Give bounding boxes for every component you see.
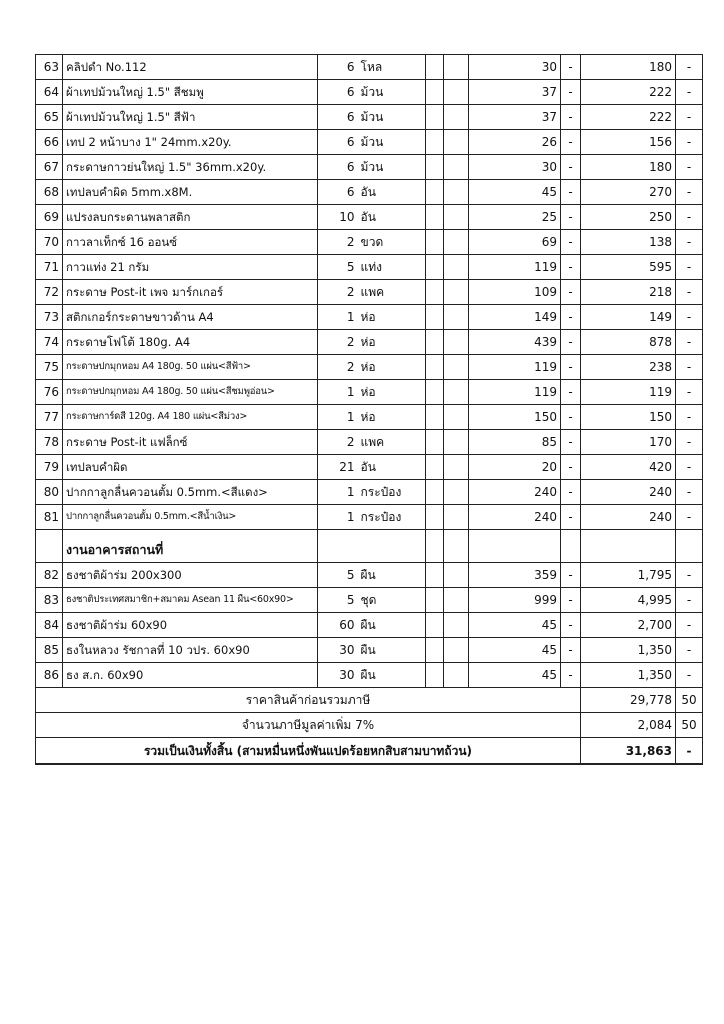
- blank-cell: [444, 305, 469, 330]
- item-quantity: 2: [318, 330, 358, 355]
- item-number: 86: [36, 663, 63, 688]
- item-number: 75: [36, 355, 63, 380]
- item-unit: แท่ง: [358, 255, 426, 280]
- item-description: ปากกาลูกลื่นควอนตั้ม 0.5mm.<สีแดง>: [63, 480, 318, 505]
- items-group-b: [36, 563, 703, 688]
- blank-cell: [444, 588, 469, 613]
- line-amount: 1,350: [581, 638, 676, 663]
- subtotal-row: [36, 688, 703, 713]
- grand-total-label: รวมเป็นเงินทั้งสิ้น (สามหมื่นหนึ่งพันแปดร้อยหกสิบสามบาทถ้วน): [36, 738, 581, 765]
- item-unit: ม้วน: [358, 80, 426, 105]
- line-amount-decimal: -: [676, 130, 703, 155]
- unit-price-decimal: -: [561, 330, 581, 355]
- item-unit: ผืน: [358, 613, 426, 638]
- unit-price: 26: [469, 130, 561, 155]
- item-quantity: 2: [318, 230, 358, 255]
- blank-cell: [444, 563, 469, 588]
- item-unit: ม้วน: [358, 155, 426, 180]
- grand-total-decimal: -: [676, 738, 703, 765]
- grand-total-amount: 31,863: [581, 738, 676, 765]
- line-amount-decimal: -: [676, 255, 703, 280]
- blank-cell: [426, 80, 444, 105]
- blank-cell: [426, 638, 444, 663]
- section-amount-cell: [581, 530, 676, 563]
- table-row: [36, 430, 703, 455]
- blank-cell: [444, 430, 469, 455]
- blank-cell: [426, 105, 444, 130]
- blank-cell: [426, 613, 444, 638]
- blank-cell: [444, 505, 469, 530]
- item-description: กระดาษ Post-it แฟล็กซ์: [63, 430, 318, 455]
- item-quantity: 1: [318, 480, 358, 505]
- item-unit: ม้วน: [358, 105, 426, 130]
- line-amount-decimal: -: [676, 455, 703, 480]
- line-amount-decimal: -: [676, 430, 703, 455]
- item-description: กระดาษกาวย่นใหญ่ 1.5" 36mm.x20y.: [63, 155, 318, 180]
- item-unit: ห่อ: [358, 330, 426, 355]
- unit-price-decimal: -: [561, 663, 581, 688]
- line-amount-decimal: -: [676, 80, 703, 105]
- unit-price: 20: [469, 455, 561, 480]
- item-description: กาวลาเท็กซ์ 16 ออนซ์: [63, 230, 318, 255]
- section-blank-cell: [444, 530, 469, 563]
- blank-cell: [444, 130, 469, 155]
- table-row: [36, 380, 703, 405]
- unit-price-decimal: -: [561, 405, 581, 430]
- item-quantity: 6: [318, 130, 358, 155]
- section-title: งานอาคารสถานที่: [63, 530, 318, 563]
- table-row: [36, 305, 703, 330]
- item-unit: ห่อ: [358, 405, 426, 430]
- item-number: 71: [36, 255, 63, 280]
- price-table: [35, 54, 703, 765]
- unit-price: 45: [469, 638, 561, 663]
- unit-price-decimal: -: [561, 355, 581, 380]
- unit-price-decimal: -: [561, 588, 581, 613]
- line-amount: 156: [581, 130, 676, 155]
- table-row: [36, 105, 703, 130]
- blank-cell: [444, 355, 469, 380]
- item-number: 73: [36, 305, 63, 330]
- table-row: [36, 588, 703, 613]
- item-number: 78: [36, 430, 63, 455]
- table-row: [36, 638, 703, 663]
- item-description: สติกเกอร์กระดาษขาวด้าน A4: [63, 305, 318, 330]
- line-amount-decimal: -: [676, 563, 703, 588]
- blank-cell: [444, 638, 469, 663]
- unit-price-decimal: -: [561, 638, 581, 663]
- table-row: [36, 330, 703, 355]
- item-number: 69: [36, 205, 63, 230]
- blank-cell: [444, 330, 469, 355]
- unit-price-decimal: -: [561, 105, 581, 130]
- item-quantity: 6: [318, 80, 358, 105]
- item-number: 66: [36, 130, 63, 155]
- unit-price-decimal: -: [561, 305, 581, 330]
- blank-cell: [426, 480, 444, 505]
- item-quantity: 6: [318, 155, 358, 180]
- unit-price: 999: [469, 588, 561, 613]
- item-unit: ม้วน: [358, 130, 426, 155]
- line-amount-decimal: -: [676, 105, 703, 130]
- unit-price: 119: [469, 355, 561, 380]
- item-number: 70: [36, 230, 63, 255]
- line-amount: 218: [581, 280, 676, 305]
- summary-group: [36, 688, 703, 765]
- unit-price: 439: [469, 330, 561, 355]
- item-quantity: 30: [318, 638, 358, 663]
- unit-price: 85: [469, 430, 561, 455]
- blank-cell: [444, 663, 469, 688]
- unit-price-decimal: -: [561, 563, 581, 588]
- line-amount: 2,700: [581, 613, 676, 638]
- line-amount: 238: [581, 355, 676, 380]
- item-description: กระดาษ Post-it เพจ มาร์กเกอร์: [63, 280, 318, 305]
- unit-price-decimal: -: [561, 180, 581, 205]
- line-amount: 180: [581, 55, 676, 80]
- blank-cell: [426, 405, 444, 430]
- item-unit: อัน: [358, 455, 426, 480]
- table-row: [36, 480, 703, 505]
- unit-price-decimal: -: [561, 480, 581, 505]
- blank-cell: [426, 280, 444, 305]
- unit-price-decimal: -: [561, 380, 581, 405]
- item-unit: กระป๋อง: [358, 505, 426, 530]
- blank-cell: [426, 230, 444, 255]
- unit-price-decimal: -: [561, 613, 581, 638]
- line-amount: 595: [581, 255, 676, 280]
- subtotal-amount: 29,778: [581, 688, 676, 713]
- item-number: 84: [36, 613, 63, 638]
- line-amount-decimal: -: [676, 663, 703, 688]
- vat-amount: 2,084: [581, 713, 676, 738]
- section-blank-cell: [426, 530, 444, 563]
- unit-price-decimal: -: [561, 55, 581, 80]
- line-amount: 4,995: [581, 588, 676, 613]
- line-amount-decimal: -: [676, 155, 703, 180]
- item-description: กระดาษการ์ดสี 120g. A4 180 แผ่น<สีม่วง>: [63, 405, 318, 430]
- item-number: 63: [36, 55, 63, 80]
- section-no-cell: [36, 530, 63, 563]
- item-description: กระดาษปกมุกหอม A4 180g. 50 แผ่น<สีฟ้า>: [63, 355, 318, 380]
- blank-cell: [444, 155, 469, 180]
- item-unit: ผืน: [358, 563, 426, 588]
- line-amount: 240: [581, 505, 676, 530]
- line-amount-decimal: -: [676, 380, 703, 405]
- item-quantity: 6: [318, 180, 358, 205]
- line-amount-decimal: -: [676, 480, 703, 505]
- table-row: [36, 230, 703, 255]
- table-row: [36, 155, 703, 180]
- subtotal-label: ราคาสินค้าก่อนรวมภาษี: [36, 688, 581, 713]
- blank-cell: [444, 480, 469, 505]
- unit-price: 30: [469, 55, 561, 80]
- unit-price: 150: [469, 405, 561, 430]
- item-quantity: 5: [318, 255, 358, 280]
- table-row: [36, 255, 703, 280]
- blank-cell: [426, 305, 444, 330]
- line-amount: 878: [581, 330, 676, 355]
- subtotal-decimal: 50: [676, 688, 703, 713]
- item-number: 79: [36, 455, 63, 480]
- item-description: แปรงลบกระดานพลาสติก: [63, 205, 318, 230]
- line-amount: 270: [581, 180, 676, 205]
- item-quantity: 2: [318, 430, 358, 455]
- items-group-a: [36, 55, 703, 530]
- unit-price-decimal: -: [561, 455, 581, 480]
- item-description: เทปลบคำผิด 5mm.x8M.: [63, 180, 318, 205]
- line-amount-decimal: -: [676, 305, 703, 330]
- item-quantity: 21: [318, 455, 358, 480]
- item-quantity: 60: [318, 613, 358, 638]
- item-number: 82: [36, 563, 63, 588]
- blank-cell: [426, 205, 444, 230]
- item-unit: ชุด: [358, 588, 426, 613]
- blank-cell: [426, 380, 444, 405]
- unit-price-decimal: -: [561, 280, 581, 305]
- unit-price: 69: [469, 230, 561, 255]
- item-quantity: 5: [318, 588, 358, 613]
- line-amount: 240: [581, 480, 676, 505]
- section-qty-cell: [318, 530, 358, 563]
- line-amount-decimal: -: [676, 505, 703, 530]
- unit-price-decimal: -: [561, 155, 581, 180]
- table-row: [36, 80, 703, 105]
- blank-cell: [426, 355, 444, 380]
- table-row: [36, 505, 703, 530]
- blank-cell: [444, 405, 469, 430]
- item-description: ธงในหลวง รัชกาลที่ 10 วปร. 60x90: [63, 638, 318, 663]
- item-quantity: 1: [318, 380, 358, 405]
- item-number: 72: [36, 280, 63, 305]
- line-amount-decimal: -: [676, 638, 703, 663]
- section-row: [36, 530, 703, 563]
- table-row: [36, 180, 703, 205]
- vat-row: [36, 713, 703, 738]
- table-row: [36, 280, 703, 305]
- line-amount: 180: [581, 155, 676, 180]
- item-unit: ห่อ: [358, 355, 426, 380]
- item-description: เทปลบคำผิด: [63, 455, 318, 480]
- unit-price: 37: [469, 80, 561, 105]
- section-price-cell: [469, 530, 561, 563]
- blank-cell: [444, 280, 469, 305]
- line-amount-decimal: -: [676, 355, 703, 380]
- line-amount: 1,350: [581, 663, 676, 688]
- grand-total-row: [36, 738, 703, 765]
- blank-cell: [444, 80, 469, 105]
- unit-price: 45: [469, 663, 561, 688]
- item-quantity: 2: [318, 355, 358, 380]
- unit-price-decimal: -: [561, 505, 581, 530]
- table-row: [36, 405, 703, 430]
- unit-price: 30: [469, 155, 561, 180]
- item-number: 68: [36, 180, 63, 205]
- item-unit: กระป๋อง: [358, 480, 426, 505]
- line-amount-decimal: -: [676, 55, 703, 80]
- item-description: ธงชาติผ้าร่ม 200x300: [63, 563, 318, 588]
- item-quantity: 1: [318, 405, 358, 430]
- item-quantity: 2: [318, 280, 358, 305]
- blank-cell: [426, 155, 444, 180]
- blank-cell: [444, 230, 469, 255]
- item-quantity: 1: [318, 505, 358, 530]
- line-amount-decimal: -: [676, 588, 703, 613]
- item-number: 76: [36, 380, 63, 405]
- item-unit: แพค: [358, 280, 426, 305]
- item-number: 81: [36, 505, 63, 530]
- blank-cell: [426, 588, 444, 613]
- item-unit: อัน: [358, 205, 426, 230]
- blank-cell: [426, 330, 444, 355]
- blank-cell: [444, 105, 469, 130]
- vat-label: จำนวนภาษีมูลค่าเพิ่ม 7%: [36, 713, 581, 738]
- table-row: [36, 455, 703, 480]
- unit-price-decimal: -: [561, 230, 581, 255]
- item-number: 74: [36, 330, 63, 355]
- blank-cell: [426, 180, 444, 205]
- blank-cell: [426, 130, 444, 155]
- item-unit: ขวด: [358, 230, 426, 255]
- line-amount-decimal: -: [676, 230, 703, 255]
- unit-price: 240: [469, 505, 561, 530]
- blank-cell: [444, 55, 469, 80]
- blank-cell: [426, 255, 444, 280]
- line-amount-decimal: -: [676, 330, 703, 355]
- table-row: [36, 205, 703, 230]
- table-row: [36, 355, 703, 380]
- blank-cell: [444, 255, 469, 280]
- unit-price: 45: [469, 613, 561, 638]
- item-description: ผ้าเทปม้วนใหญ่ 1.5" สีชมพู: [63, 80, 318, 105]
- item-number: 85: [36, 638, 63, 663]
- line-amount: 138: [581, 230, 676, 255]
- section-dash-cell: [561, 530, 581, 563]
- item-number: 64: [36, 80, 63, 105]
- unit-price: 25: [469, 205, 561, 230]
- item-unit: ผืน: [358, 638, 426, 663]
- vat-decimal: 50: [676, 713, 703, 738]
- line-amount-decimal: -: [676, 280, 703, 305]
- item-number: 67: [36, 155, 63, 180]
- item-number: 80: [36, 480, 63, 505]
- blank-cell: [426, 563, 444, 588]
- line-amount: 119: [581, 380, 676, 405]
- unit-price-decimal: -: [561, 255, 581, 280]
- item-unit: แพค: [358, 430, 426, 455]
- item-quantity: 10: [318, 205, 358, 230]
- line-amount: 150: [581, 405, 676, 430]
- blank-cell: [444, 613, 469, 638]
- item-description: คลิปดำ No.112: [63, 55, 318, 80]
- unit-price: 45: [469, 180, 561, 205]
- item-quantity: 5: [318, 563, 358, 588]
- blank-cell: [426, 430, 444, 455]
- table-row: [36, 563, 703, 588]
- section-dash-cell: [676, 530, 703, 563]
- blank-cell: [426, 455, 444, 480]
- item-description: กระดาษปกมุกหอม A4 180g. 50 แผ่น<สีชมพูอ่อน>: [63, 380, 318, 405]
- table-row: [36, 663, 703, 688]
- line-amount-decimal: -: [676, 205, 703, 230]
- item-number: 83: [36, 588, 63, 613]
- item-quantity: 6: [318, 55, 358, 80]
- table-row: [36, 55, 703, 80]
- line-amount: 222: [581, 80, 676, 105]
- line-amount-decimal: -: [676, 180, 703, 205]
- line-amount: 420: [581, 455, 676, 480]
- item-description: ธง ส.ก. 60x90: [63, 663, 318, 688]
- line-amount-decimal: -: [676, 405, 703, 430]
- item-unit: ห่อ: [358, 380, 426, 405]
- unit-price-decimal: -: [561, 130, 581, 155]
- item-description: ผ้าเทปม้วนใหญ่ 1.5" สีฟ้า: [63, 105, 318, 130]
- blank-cell: [444, 205, 469, 230]
- item-description: ธงชาติประเทศสมาชิก+สมาคม Asean 11 ผืน<60x90>: [63, 588, 318, 613]
- item-unit: โหล: [358, 55, 426, 80]
- unit-price: 359: [469, 563, 561, 588]
- unit-price: 37: [469, 105, 561, 130]
- item-quantity: 30: [318, 663, 358, 688]
- blank-cell: [426, 663, 444, 688]
- line-amount: 170: [581, 430, 676, 455]
- item-number: 65: [36, 105, 63, 130]
- unit-price-decimal: -: [561, 80, 581, 105]
- item-description: เทป 2 หน้าบาง 1" 24mm.x20y.: [63, 130, 318, 155]
- section-unit-cell: [358, 530, 426, 563]
- item-quantity: 6: [318, 105, 358, 130]
- table-row: [36, 130, 703, 155]
- blank-cell: [444, 380, 469, 405]
- unit-price-decimal: -: [561, 430, 581, 455]
- item-description: กระดาษโฟโต้ 180g. A4: [63, 330, 318, 355]
- item-unit: อัน: [358, 180, 426, 205]
- table-row: [36, 613, 703, 638]
- blank-cell: [444, 180, 469, 205]
- unit-price: 109: [469, 280, 561, 305]
- unit-price-decimal: -: [561, 205, 581, 230]
- line-amount: 149: [581, 305, 676, 330]
- blank-cell: [426, 505, 444, 530]
- item-unit: ห่อ: [358, 305, 426, 330]
- item-description: กาวแท่ง 21 กรัม: [63, 255, 318, 280]
- unit-price: 240: [469, 480, 561, 505]
- line-amount-decimal: -: [676, 613, 703, 638]
- unit-price: 119: [469, 255, 561, 280]
- line-amount: 1,795: [581, 563, 676, 588]
- blank-cell: [426, 55, 444, 80]
- line-amount: 250: [581, 205, 676, 230]
- unit-price: 119: [469, 380, 561, 405]
- item-number: 77: [36, 405, 63, 430]
- item-quantity: 1: [318, 305, 358, 330]
- item-description: ธงชาติผ้าร่ม 60x90: [63, 613, 318, 638]
- section-header-group: [36, 530, 703, 563]
- line-amount: 222: [581, 105, 676, 130]
- item-unit: ผืน: [358, 663, 426, 688]
- item-description: ปากกาลูกลื่นควอนตั้ม 0.5mm.<สีน้ำเงิน>: [63, 505, 318, 530]
- blank-cell: [444, 455, 469, 480]
- unit-price: 149: [469, 305, 561, 330]
